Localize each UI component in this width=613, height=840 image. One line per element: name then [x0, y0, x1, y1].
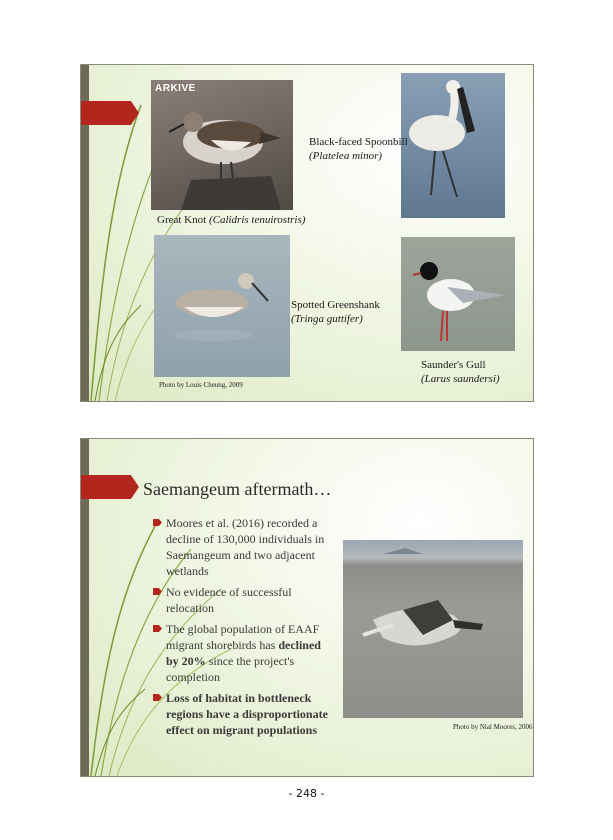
- bullet-item: The global population of EAAF migrant shorebirds has declined by 20% since the project's completion: [153, 621, 328, 685]
- slide-title: Saemangeum aftermath…: [143, 479, 332, 499]
- arkive-logo: ARKIVE: [155, 83, 196, 94]
- gull-photo: [401, 237, 515, 351]
- gull-caption: Saunder's Gull (Larus saundersi): [421, 359, 500, 385]
- bullet-arrow-icon: [153, 588, 162, 595]
- photo-credit-slide1: Photo by Louis Cheung, 2009: [159, 381, 243, 389]
- bullet-item: No evidence of successful relocation: [153, 584, 328, 616]
- dead-bird-photo: [343, 540, 523, 718]
- great-knot-photo: [151, 80, 293, 210]
- greenshank-photo: [154, 235, 290, 377]
- slide-saemangeum: [80, 438, 534, 777]
- photo-credit-slide2: Photo by Nial Moores, 2006: [453, 723, 533, 731]
- bullet-item: Loss of habitat in bottleneck regions have a disproportionate effect on migrant populations: [153, 690, 328, 738]
- greenshank-caption: Spotted Greenshank (Tringa guttifer): [291, 299, 380, 325]
- spoonbill-photo: [401, 73, 505, 218]
- bullet-arrow-icon: [153, 625, 162, 632]
- bullet-arrow-icon: [153, 694, 162, 701]
- bullet-list: [153, 515, 328, 743]
- spoonbill-caption: Black-faced Spoonbill (Platelea minor): [309, 136, 408, 162]
- spoonbill-illustration: [401, 73, 505, 218]
- bullet-arrow-icon: [153, 519, 162, 526]
- page-number: - 248 -: [288, 787, 325, 800]
- greenshank-illustration: [154, 235, 290, 377]
- gull-illustration: [401, 237, 515, 351]
- dead-bird-illustration: [343, 540, 523, 718]
- slide-marker-arrow: [81, 101, 139, 125]
- slide-bird-species: [80, 64, 534, 402]
- great-knot-caption: Great Knot (Calidris tenuirostris): [157, 214, 306, 226]
- slide-marker-arrow: [81, 475, 139, 499]
- bullet-item: Moores et al. (2016) recorded a decline of 130,000 individuals in Saemangeum and two adjacent wetlands: [153, 515, 328, 579]
- great-knot-illustration: [151, 80, 293, 210]
